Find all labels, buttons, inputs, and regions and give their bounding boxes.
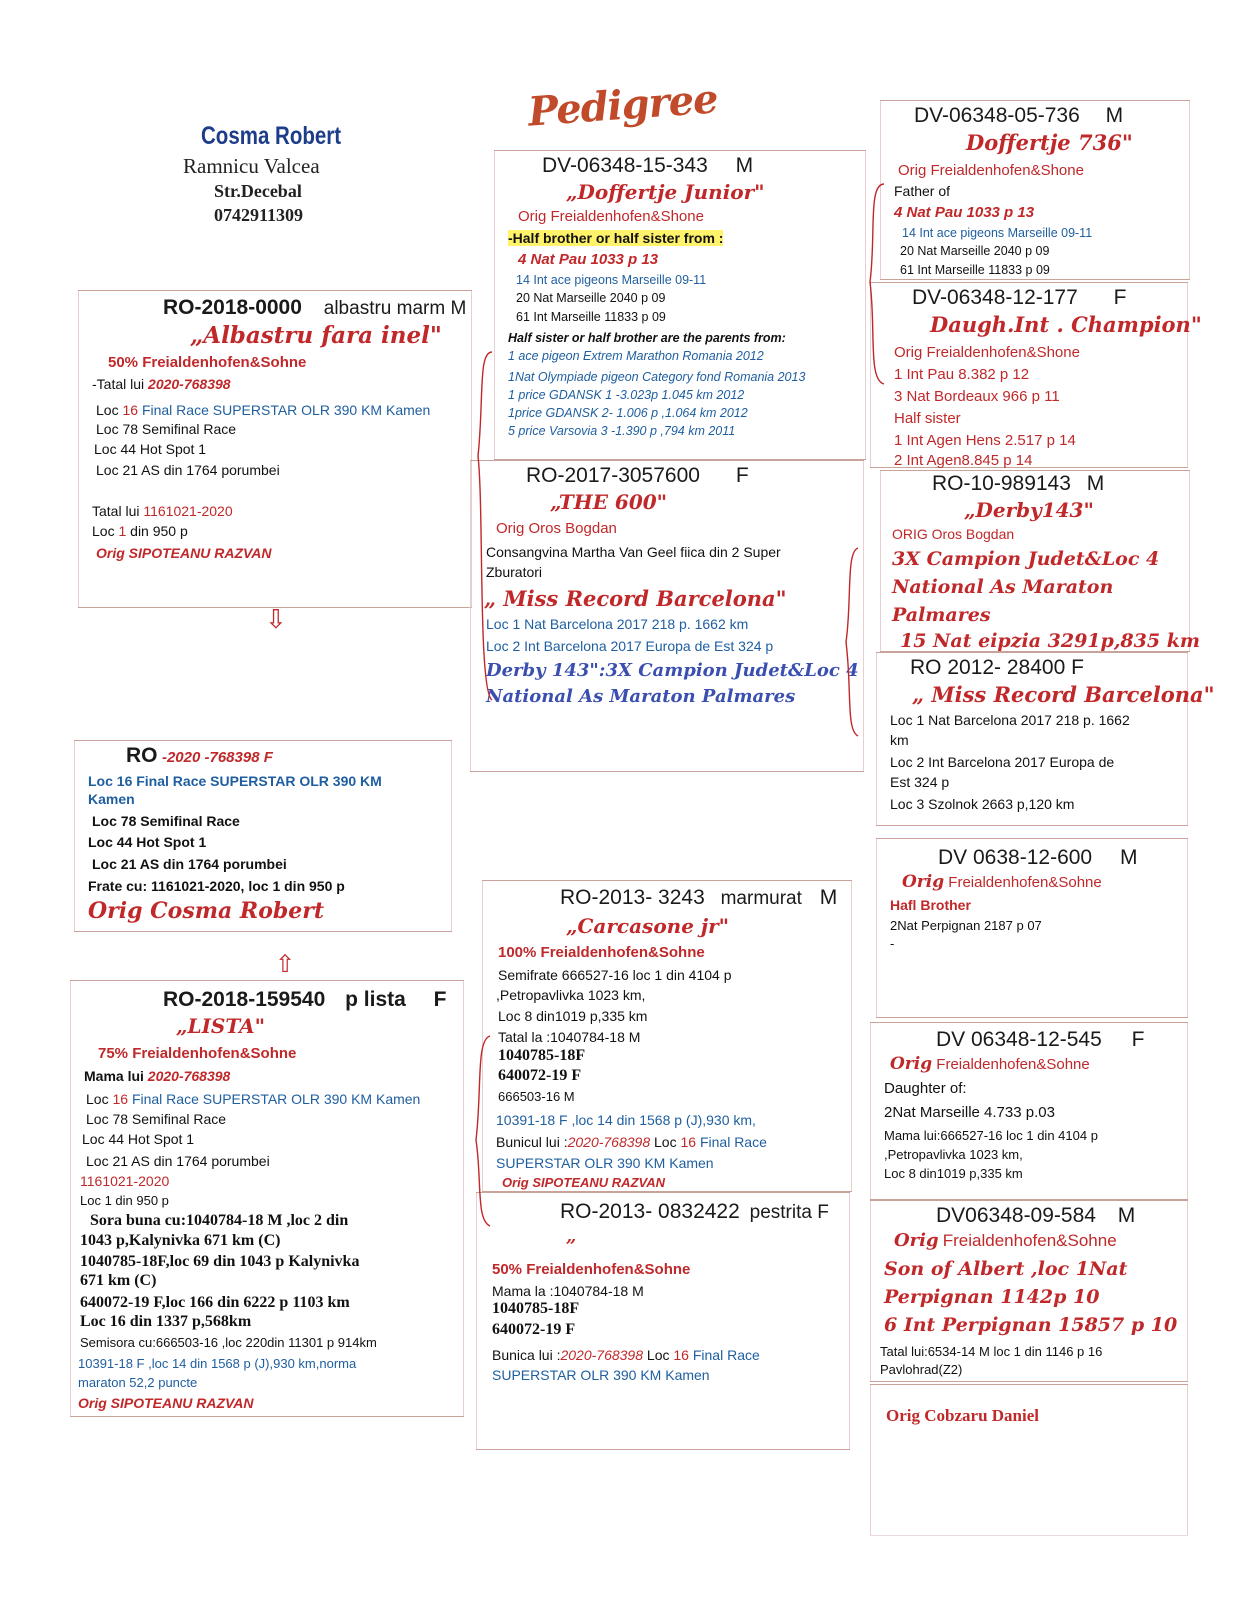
gs3-result-2: 2Nat Perpignan 2187 p 07 — [890, 918, 1042, 933]
footer-orig: Orig Cobzaru Daniel — [886, 1406, 1039, 1425]
gs1-result-4: 61 Int Marseille 11833 p 09 — [900, 263, 1050, 277]
dam-sire-line-6: 640072-19 F — [498, 1067, 582, 1084]
gs1-origin: Orig Freialdenhofen&Shone — [898, 162, 1084, 179]
dam-ring: RO-2018-159540 p lista F — [163, 988, 447, 1011]
gd3-result-2: 2Nat Marseille 4.733 p.03 — [884, 1104, 1055, 1121]
dam-sire-origin: 100% Freialdenhofen&Sohne — [498, 944, 705, 961]
gs2-origin: ORIG Oros Bogdan — [892, 526, 1015, 542]
sire-parent-1: 1 ace pigeon Extrem Marathon Romania 2012 — [508, 349, 764, 363]
gs1-father-of: Father of — [894, 183, 951, 199]
gs2-result-2: National As Maraton — [892, 576, 1114, 598]
sire-ring: DV-06348-15-343 M — [542, 154, 754, 177]
dam-sire-grandparent: Bunicul lui :2020-768398 Loc 16 Final Race — [496, 1134, 767, 1150]
gd2-result-1: Loc 1 Nat Barcelona 2017 218 p. 1662 — [890, 712, 1130, 728]
sire-dam-line-3: Loc 2 Int Barcelona 2017 Europa de Est 324 p — [486, 638, 774, 654]
gs1-result-1: 4 Nat Pau 1033 p 13 — [894, 204, 1035, 221]
arrow-up-icon: ⇧ — [275, 951, 296, 978]
main-orig: Orig SIPOTEANU RAZVAN — [96, 545, 272, 561]
dam-sib-3: 1040785-18F,loc 69 din 1043 p Kalynivka — [80, 1253, 360, 1270]
sire-origin: Orig Freialdenhofen&Shone — [518, 208, 704, 225]
gs4-origin: Orig Freialdenhofen&Sohne — [894, 1230, 1117, 1251]
arrow-down-icon: ⇩ — [265, 604, 287, 634]
sibling-orig: Orig Cosma Robert — [88, 898, 325, 924]
sibling-line-2: Loc 78 Semifinal Race — [92, 813, 240, 829]
gs1-result-2: 14 Int ace pigeons Marseille 09-11 — [902, 226, 1093, 240]
sire-name: „Doffertje Junior" — [566, 180, 765, 204]
dam-line-5: 1161021-2020 — [80, 1173, 170, 1189]
gs2-result-1: 3X Campion Judet&Loc 4 — [892, 548, 1160, 570]
sire-dam-name: „THE 600" — [550, 490, 668, 514]
gs2-ring: RO-10-989143 M — [932, 472, 1105, 495]
dam-dam-line-1: Mama la :1040784-18 M — [492, 1283, 644, 1299]
dam-dam-name: „ — [566, 1226, 577, 1247]
gs1-name: Doffertje 736" — [966, 130, 1133, 155]
dam-sire-line-4: Tatal la :1040784-18 M — [498, 1029, 641, 1045]
main-ring: RO-2018-0000 albastru marm M — [163, 296, 467, 319]
gd1-result-5: 2 Int Agen8.845 p 14 — [894, 452, 1033, 469]
dam-dam-grandparent: Bunica lui :2020-768398 Loc 16 Final Race — [492, 1347, 760, 1363]
owner-city: Ramnicu Valcea — [183, 154, 320, 178]
gs4-result-5: Pavlohrad(Z2) — [880, 1362, 963, 1377]
main-father: -Tatal lui 2020-768398 — [92, 376, 231, 392]
main-line-1: Loc 16 Final Race SUPERSTAR OLR 390 KM Kamen — [96, 402, 431, 418]
sire-parent-4: 1price GDANSK 2- 1.006 p ,1.064 km 2012 — [508, 406, 748, 420]
gs2-name: „Derby143" — [964, 498, 1094, 522]
dam-sire-ring: RO-2013- 3243 marmurat M — [560, 886, 838, 909]
pedigree-logo: Pedigree — [526, 75, 719, 136]
dam-orig: Orig SIPOTEANU RAZVAN — [78, 1395, 254, 1411]
sibling-line-4: Loc 21 AS din 1764 porumbei — [92, 856, 287, 872]
dam-origin: 75% Freialdenhofen&Sohne — [98, 1045, 297, 1062]
sire-dam-origin: Orig Oros Bogdan — [496, 520, 617, 537]
dam-sire-line-8: 10391-18 F ,loc 14 din 1568 p (J),930 km, — [496, 1112, 756, 1128]
gd2-result-2: Loc 2 Int Barcelona 2017 Europa de — [890, 754, 1115, 770]
dam-dam-line-3: 640072-19 F — [492, 1321, 576, 1338]
dam-dam-line-2: 1040785-18F — [492, 1300, 580, 1317]
gd1-result-3: Half sister — [894, 410, 961, 427]
main-origin: 50% Freialdenhofen&Sohne — [108, 354, 307, 371]
dam-line-3: Loc 44 Hot Spot 1 — [82, 1131, 195, 1147]
gd3-ring: DV 06348-12-545 F — [936, 1028, 1145, 1051]
sire-result-1: 4 Nat Pau 1033 p 13 — [518, 251, 659, 268]
owner-name: Cosma Robert — [201, 122, 342, 150]
main-line-3: Loc 44 Hot Spot 1 — [94, 441, 207, 457]
dam-sire-name: „Carcasone jr" — [566, 914, 730, 938]
sire-parents-of: Half sister or half brother are the parents from: — [508, 331, 786, 345]
dam-sib-2: 1043 p,Kalynivka 671 km (C) — [80, 1232, 281, 1249]
gd3-result-5: Loc 8 din1019 p,335 km — [884, 1166, 1023, 1181]
main-father-2: Tatal lui 1161021-2020 — [92, 503, 233, 519]
gs3-result-1: Hafl Brother — [890, 897, 971, 913]
sire-parent-5: 5 price Varsovia 3 -1.390 p ,794 km 2011 — [508, 424, 736, 438]
owner-street: Str.Decebal — [214, 181, 302, 201]
main-line-2: Loc 78 Semifinal Race — [96, 421, 237, 437]
dam-sib-1: Sora buna cu:1040784-18 M ,loc 2 din — [90, 1212, 349, 1229]
sibling-line-1b: Kamen — [88, 791, 135, 807]
gs1-result-3: 20 Nat Marseille 2040 p 09 — [900, 244, 1050, 258]
sire-dam-title2: „ Miss Record Barcelona" — [484, 586, 787, 611]
dam-sire-line-3: Loc 8 din1019 p,335 km — [498, 1008, 648, 1024]
gd2-result-2b: Est 324 p — [890, 774, 950, 790]
sire-dam-line-4: Derby 143":3X Campion Judet&Loc 4 — [486, 660, 859, 681]
gs2-result-4: 15 Nat eipzia 3291p,835 km — [900, 630, 1200, 652]
sire-dam-line-1: Consangvina Martha Van Geel fiica din 2 Super — [486, 544, 781, 560]
dam-sire-line-7: 666503-16 M — [498, 1089, 575, 1104]
sibling-line-1: Loc 16 Final Race SUPERSTAR OLR 390 KM — [88, 773, 382, 789]
gd3-result-1: Daughter of: — [884, 1080, 967, 1097]
dam-line-2: Loc 78 Semifinal Race — [86, 1111, 227, 1127]
gd1-name: Daugh.Int . Champion" — [930, 312, 1202, 337]
dam-sire-line-5: 1040785-18F — [498, 1047, 586, 1064]
dam-dam-grandparent-2: SUPERSTAR OLR 390 KM Kamen — [492, 1367, 710, 1383]
dam-mother: Mama lui 2020-768398 — [84, 1068, 231, 1084]
sire-dam-ring: RO-2017-3057600 F — [526, 464, 749, 487]
dam-line-6: Loc 1 din 950 p — [80, 1193, 169, 1208]
dam-sib-8: 10391-18 F ,loc 14 din 1568 p (J),930 km,norma — [78, 1356, 357, 1371]
gd3-origin: Orig Freialdenhofen&Sohne — [890, 1054, 1090, 1074]
dam-sib-6: Loc 16 din 1337 p,568km — [80, 1313, 252, 1330]
gd2-result-3: Loc 3 Szolnok 2663 p,120 km — [890, 796, 1075, 812]
dam-name: „LISTA" — [176, 1014, 266, 1038]
sire-result-2: 14 Int ace pigeons Marseille 09-11 — [516, 273, 707, 287]
gs4-result-3: 6 Int Perpignan 15857 p 10 — [884, 1314, 1178, 1336]
sire-highlight: -Half brother or half sister from : — [508, 230, 724, 246]
gs4-result-4: Tatal lui:6534-14 M loc 1 din 1146 p 16 — [880, 1344, 1103, 1359]
gd1-origin: Orig Freialdenhofen&Shone — [894, 344, 1080, 361]
gd1-ring: DV-06348-12-177 F — [912, 286, 1127, 309]
dam-sire-orig: Orig SIPOTEANU RAZVAN — [502, 1175, 665, 1190]
sire-dam-line-2: Loc 1 Nat Barcelona 2017 218 p. 1662 km — [486, 616, 749, 632]
gs4-result-1: Son of Albert ,loc 1Nat — [884, 1258, 1128, 1280]
dam-dam-origin: 50% Freialdenhofen&Sohne — [492, 1261, 691, 1278]
gd3-result-3: Mama lui:666527-16 loc 1 din 4104 p — [884, 1128, 1098, 1143]
sibling-line-3: Loc 44 Hot Spot 1 — [88, 834, 207, 850]
sire-dam-line-1b: Zburatori — [486, 564, 543, 580]
main-name: „Albastru fara inel" — [190, 322, 442, 349]
gd2-result-1b: km — [890, 732, 909, 748]
dam-sire-grandparent-2: SUPERSTAR OLR 390 KM Kamen — [496, 1155, 714, 1171]
dam-sire-line-1: Semifrate 666527-16 loc 1 din 4104 p — [498, 967, 732, 983]
sire-parent-3: 1 price GDANSK 1 -3.023p 1.045 km 2012 — [508, 388, 745, 402]
dam-line-1: Loc 16 Final Race SUPERSTAR OLR 390 KM Kamen — [86, 1091, 421, 1107]
gd1-result-1: 1 Int Pau 8.382 p 12 — [894, 366, 1030, 383]
dam-sib-7: Semisora cu:666503-16 ,loc 220din 11301 p 914km — [80, 1335, 377, 1350]
dam-line-4: Loc 21 AS din 1764 porumbei — [86, 1153, 270, 1169]
sire-dam-line-5: National As Maraton Palmares — [486, 686, 796, 707]
gd2-ring: RO 2012- 28400 F — [910, 656, 1084, 679]
gd3-result-4: ,Petropavlivka 1023 km, — [884, 1147, 1023, 1162]
gs4-result-2: Perpignan 1142p 10 — [884, 1286, 1100, 1308]
sibling-ring: RO -2020 -768398 F — [126, 744, 273, 767]
gs3-origin: Orig Freialdenhofen&Sohne — [902, 872, 1102, 892]
sire-result-4: 61 Int Marseille 11833 p 09 — [516, 310, 666, 324]
owner-phone: 0742911309 — [214, 205, 304, 225]
gs4-ring: DV06348-09-584 M — [936, 1204, 1136, 1227]
gs3-result-3: - — [890, 936, 895, 951]
dam-dam-ring: RO-2013- 0832422 pestrita F — [560, 1200, 829, 1223]
sibling-line-5: Frate cu: 1161021-2020, loc 1 din 950 p — [88, 878, 345, 894]
gd1-result-4: 1 Int Agen Hens 2.517 p 14 — [894, 432, 1076, 449]
gs3-ring: DV 0638-12-600 M — [938, 846, 1138, 869]
footer-card — [870, 1384, 1188, 1536]
gs1-ring: DV-06348-05-736 M — [914, 104, 1124, 127]
dam-sib-4: 671 km (C) — [80, 1272, 157, 1289]
sire-parent-2: 1Nat Olympiade pigeon Category fond Romania 2013 — [508, 370, 806, 384]
sire-result-3: 20 Nat Marseille 2040 p 09 — [516, 291, 666, 305]
main-line-4: Loc 21 AS din 1764 porumbei — [96, 462, 280, 478]
dam-sib-5: 640072-19 F,loc 166 din 6222 p 1103 km — [80, 1294, 350, 1311]
dam-sire-line-2: ,Petropavlivka 1023 km, — [496, 987, 646, 1003]
main-line-5: Loc 1 din 950 p — [92, 523, 188, 539]
gs2-result-3: Palmares — [892, 604, 991, 626]
gd2-name: „ Miss Record Barcelona" — [912, 682, 1215, 707]
dam-sib-9: maraton 52,2 puncte — [78, 1375, 198, 1390]
gd1-result-2: 3 Nat Bordeaux 966 p 11 — [894, 388, 1060, 405]
